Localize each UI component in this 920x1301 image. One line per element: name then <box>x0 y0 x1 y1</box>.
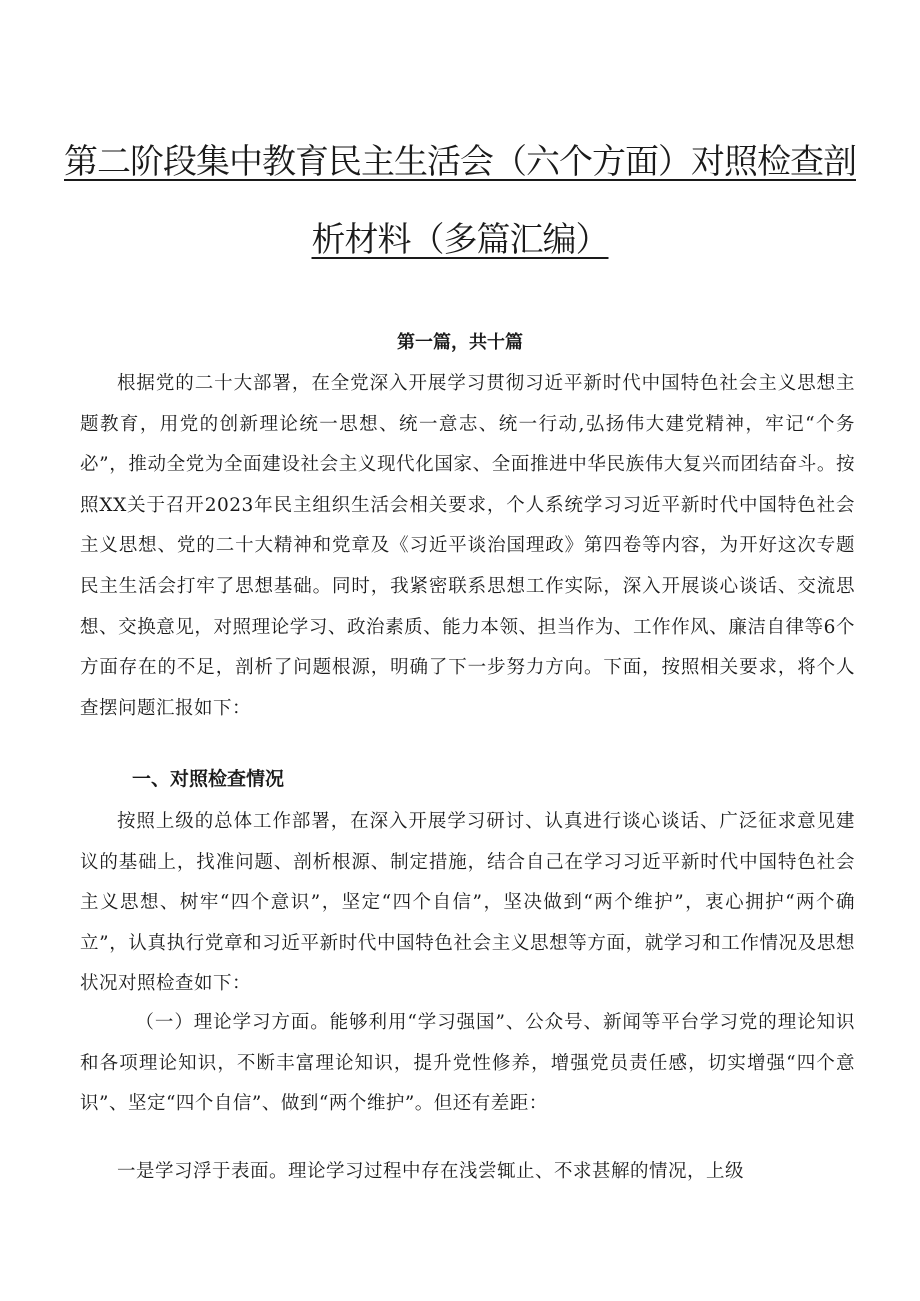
document-title-line-2 <box>0 212 920 261</box>
document-subtitle: 第一篇，共十篇 <box>397 332 523 353</box>
title-text-2: 析材料（多篇汇编） <box>311 220 609 260</box>
paragraph-overview: 按照上级的总体工作部署，在深入开展学习研讨、认真进行谈心谈话、广泛征求意见建议的基础上，找准问题、剖析根源、制定措施，结合自己在学习习近平新时代中国特色社会主义思想、树牢“四个意识”，坚定“四个自信”，坚决做到“两个维护”，衷心拥护“两个确立”，认真执行党章和习近平新时代中国特色社会主义思想等方面，就学习和工作情况及思想状况对照检查如下： <box>80 811 855 995</box>
paragraph-point-one: 一是学习浮于表面。理论学习过程中存在浅尝辄止、不求甚解的情况，上级 <box>117 1161 745 1182</box>
section-heading-1: 一、对照检查情况 <box>132 768 285 790</box>
title-text-1: 第二阶段集中教育民主生活会（六个方面）对照检查剖 <box>64 142 856 182</box>
document-title-line-1 <box>0 134 920 183</box>
paragraph-intro: 根据党的二十大部署，在全党深入开展学习贯彻习近平新时代中国特色社会主义思想主题教育，用党的创新理论统一思想、统一意志、统一行动,弘扬伟大建党精神，牢记“个务必”，推动全党为全面建设社会主义现代化国家、全面推进中华民族伟大复兴而团结奋斗。按照XX关于召开2023年民主组织生活会相关要求，个人系统学习习近平新时代中国特色社会主义思想、党的二十大精神和党章及《习近平谈治国理政》第四卷等内容，为开好这次专题民主生活会打牢了思想基础。同时，我紧密联系思想工作实际，深入开展谈心谈话、交流思想、交换意见，对照理论学习、政治素质、能力本领、担当作为、工作作风、廉洁自律等6个方面存在的不足，剖析了问题根源，明确了下一步努力方向。下面，按照相关要求，将个人查摆问题汇报如下： <box>80 373 855 719</box>
paragraph-theory-study: （一）理论学习方面。能够利用“学习强国”、公众号、新闻等平台学习党的理论知识和各项理论知识，不断丰富理论知识，提升党性修养，增强党员责任感，切实增强“四个意识”、坚定“四个自信”、做到“两个维护”。但还有差距： <box>80 1012 855 1115</box>
